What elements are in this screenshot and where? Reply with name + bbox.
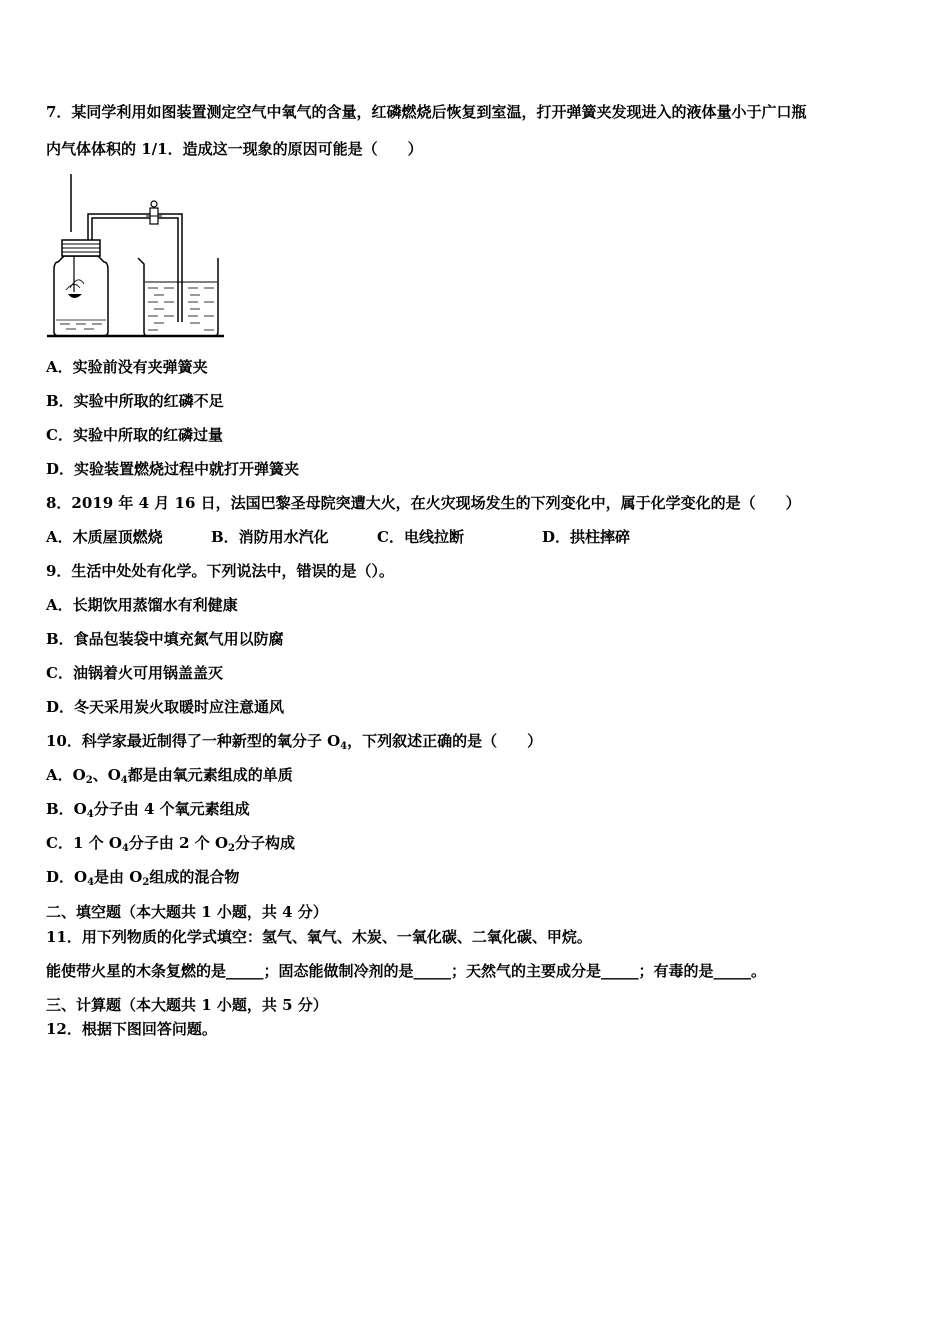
apparatus-figure bbox=[44, 170, 234, 342]
q7-option-d: D．实验装置燃烧过程中就打开弹簧夹 bbox=[46, 460, 300, 478]
q8-option-d: D．拱柱摔碎 bbox=[542, 528, 631, 546]
q10-stem: 10．科学家最近制得了一种新型的氧分子 $O_4$，下列叙述正确的是（ ） bbox=[46, 732, 543, 752]
q7-stem-line2: 内气体体积的 1/1．造成这一现象的原因可能是（ ） bbox=[46, 140, 423, 158]
section2-heading: 二、填空题（本大题共 1 小题，共 4 分） bbox=[46, 903, 328, 921]
q9-option-c: C．油锅着火可用锅盖盖灭 bbox=[46, 664, 223, 682]
q8-options bbox=[46, 527, 746, 547]
q7-option-c: C．实验中所取的红磷过量 bbox=[46, 426, 223, 444]
q8-option-c: C．电线拉断 bbox=[377, 528, 464, 546]
q12-stem: 12．根据下图回答问题。 bbox=[46, 1020, 217, 1038]
q10-option-c: C．1 个 $O_4$分子由 2 个 $O_2$分子构成 bbox=[46, 834, 296, 854]
q9-option-a: A．长期饮用蒸馏水有利健康 bbox=[46, 596, 238, 614]
q10-option-a: A．$O_2$、$O_4$都是由氧元素组成的单质 bbox=[46, 766, 293, 786]
q9-stem: 9．生活中处处有化学。下列说法中，错误的是（）。 bbox=[46, 562, 394, 580]
q10-option-b: B．$O_4$分子由 4 个氧元素组成 bbox=[46, 800, 250, 820]
q7-stem-line1: 7．某同学利用如图装置测定空气中氧气的含量，红磷燃烧后恢复到室温，打开弹簧夹发现进入的液体量小于广口瓶 bbox=[46, 103, 807, 121]
q11-stem: 11．用下列物质的化学式填空：氢气、氧气、木炭、一氧化碳、二氧化碳、甲烷。 bbox=[46, 928, 592, 946]
q9-option-d: D．冬天采用炭火取暖时应注意通风 bbox=[46, 698, 285, 716]
q11-blanks: 能使带火星的木条复燃的是_____；固态能做制冷剂的是_____；天然气的主要成分是_____；有毒的是_____。 bbox=[46, 962, 767, 980]
q8-option-a: A．木质屋顶燃烧 bbox=[46, 528, 163, 546]
q7-option-a: A．实验前没有夹弹簧夹 bbox=[46, 358, 208, 376]
q7-option-b: B．实验中所取的红磷不足 bbox=[46, 392, 224, 410]
q8-stem: 8．2019 年 4 月 16 日，法国巴黎圣母院突遭大火，在火灾现场发生的下列变化中，属于化学变化的是（ ） bbox=[46, 494, 801, 512]
q10-option-d: D．$O_4$是由 $O_2$组成的混合物 bbox=[46, 868, 240, 888]
section3-heading: 三、计算题（本大题共 1 小题，共 5 分） bbox=[46, 996, 328, 1014]
q9-option-b: B．食品包装袋中填充氮气用以防腐 bbox=[46, 630, 284, 648]
q8-option-b: B．消防用水汽化 bbox=[211, 528, 329, 546]
